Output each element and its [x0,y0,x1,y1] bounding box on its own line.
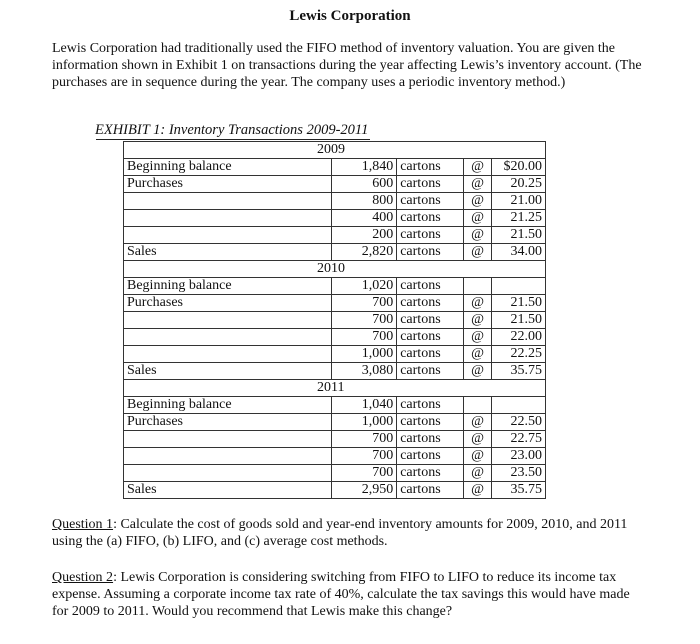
at-sign-cell: @ [464,363,492,380]
price-cell: 20.25 [492,176,546,193]
table-row [124,329,546,346]
quantity-cell: 700 [332,465,397,482]
year-header-row [124,380,546,397]
table-row [124,176,546,193]
price-cell: 22.25 [492,346,546,363]
at-sign-cell: @ [464,193,492,210]
row-label: Beginning balance [124,278,332,295]
at-sign-cell: @ [464,414,492,431]
year-label: 2009 [124,142,546,159]
at-sign-cell: @ [464,176,492,193]
price-cell: 21.25 [492,210,546,227]
unit-cell: cartons [397,465,464,482]
price-cell [492,278,546,295]
unit-cell: cartons [397,346,464,363]
price-cell: 21.50 [492,312,546,329]
row-label [124,312,332,329]
at-sign-cell: @ [464,482,492,499]
unit-cell: cartons [397,482,464,499]
row-label [124,329,332,346]
question-2 [52,569,644,620]
unit-cell: cartons [397,295,464,312]
quantity-cell: 700 [332,329,397,346]
price-cell [492,397,546,414]
inventory-transactions-table [123,141,546,499]
quantity-cell: 400 [332,210,397,227]
table-row [124,227,546,244]
unit-cell: cartons [397,176,464,193]
table-row [124,346,546,363]
table-row [124,312,546,329]
unit-cell: cartons [397,363,464,380]
row-label: Sales [124,244,332,261]
price-cell: 21.50 [492,295,546,312]
row-label [124,346,332,363]
row-label: Beginning balance [124,397,332,414]
table-row [124,397,546,414]
row-label: Purchases [124,414,332,431]
quantity-cell: 1,000 [332,414,397,431]
row-label [124,448,332,465]
year-header-row [124,142,546,159]
table-row [124,414,546,431]
table-row [124,159,546,176]
unit-cell: cartons [397,397,464,414]
unit-cell: cartons [397,278,464,295]
unit-cell: cartons [397,431,464,448]
question-1-text: : Calculate the cost of goods sold and year-end inventory amounts for 2009, 2010, and 2011 using the (a) FIFO, (b) LIFO, and (c) average cost methods. [52,517,628,549]
at-sign-cell: @ [464,244,492,261]
price-cell: 21.50 [492,227,546,244]
price-cell: 23.50 [492,465,546,482]
row-label: Sales [124,363,332,380]
unit-cell: cartons [397,159,464,176]
price-cell: 35.75 [492,482,546,499]
at-sign-cell: @ [464,465,492,482]
unit-cell: cartons [397,244,464,261]
table-row [124,431,546,448]
quantity-cell: 800 [332,193,397,210]
unit-cell: cartons [397,193,464,210]
year-header-row [124,261,546,278]
quantity-cell: 1,020 [332,278,397,295]
at-sign-cell: @ [464,431,492,448]
quantity-cell: 3,080 [332,363,397,380]
quantity-cell: 600 [332,176,397,193]
document-title: Lewis Corporation [289,8,411,24]
table-row [124,210,546,227]
price-cell: 21.00 [492,193,546,210]
quantity-cell: 700 [332,448,397,465]
quantity-cell: 700 [332,431,397,448]
quantity-cell: 2,950 [332,482,397,499]
row-label [124,193,332,210]
exhibit-title-underline [96,139,370,140]
at-sign-cell: @ [464,312,492,329]
unit-cell: cartons [397,227,464,244]
intro-paragraph: Lewis Corporation had traditionally used the FIFO method of inventory valuation. You are given the information shown in Exhibit 1 on transactions during the year affecting Lewis’s inventory account. (The purchases are in sequence during the year. The company uses a periodic inventory method.) [52,41,642,90]
table-row [124,278,546,295]
unit-cell: cartons [397,210,464,227]
row-label: Purchases [124,295,332,312]
price-cell: 35.75 [492,363,546,380]
table-row [124,363,546,380]
price-cell: 22.00 [492,329,546,346]
unit-cell: cartons [397,312,464,329]
row-label [124,210,332,227]
at-sign-cell: @ [464,329,492,346]
at-sign-cell: @ [464,159,492,176]
quantity-cell: 200 [332,227,397,244]
quantity-cell: 1,000 [332,346,397,363]
quantity-cell: 2,820 [332,244,397,261]
row-label [124,431,332,448]
price-cell: 22.50 [492,414,546,431]
table-row [124,482,546,499]
year-label: 2010 [124,261,546,278]
row-label: Sales [124,482,332,499]
question-2-text: : Lewis Corporation is considering switching from FIFO to LIFO to reduce its income tax expense. Assuming a corporate income tax rate of 40%, calculate the tax savings this would have made for 2009 to 2011. Would you recommend that Lewis make this change? [52,570,630,619]
at-sign-cell: @ [464,448,492,465]
quantity-cell: 700 [332,295,397,312]
row-label [124,227,332,244]
table-row [124,295,546,312]
at-sign-cell: @ [464,346,492,363]
price-cell: $20.00 [492,159,546,176]
table-row [124,193,546,210]
price-cell: 23.00 [492,448,546,465]
table-row [124,465,546,482]
at-sign-cell [464,278,492,295]
price-cell: 22.75 [492,431,546,448]
question-1 [52,516,644,550]
unit-cell: cartons [397,448,464,465]
at-sign-cell: @ [464,227,492,244]
at-sign-cell [464,397,492,414]
table-row [124,244,546,261]
row-label [124,465,332,482]
unit-cell: cartons [397,329,464,346]
unit-cell: cartons [397,414,464,431]
quantity-cell: 1,040 [332,397,397,414]
at-sign-cell: @ [464,295,492,312]
row-label: Beginning balance [124,159,332,176]
year-label: 2011 [124,380,546,397]
question-2-label: Question 2 [52,570,114,585]
quantity-cell: 1,840 [332,159,397,176]
question-1-label: Question 1 [52,517,114,532]
row-label: Purchases [124,176,332,193]
exhibit-title: EXHIBIT 1: Inventory Transactions 2009-2011 [95,122,369,138]
price-cell: 34.00 [492,244,546,261]
table-row [124,448,546,465]
at-sign-cell: @ [464,210,492,227]
quantity-cell: 700 [332,312,397,329]
